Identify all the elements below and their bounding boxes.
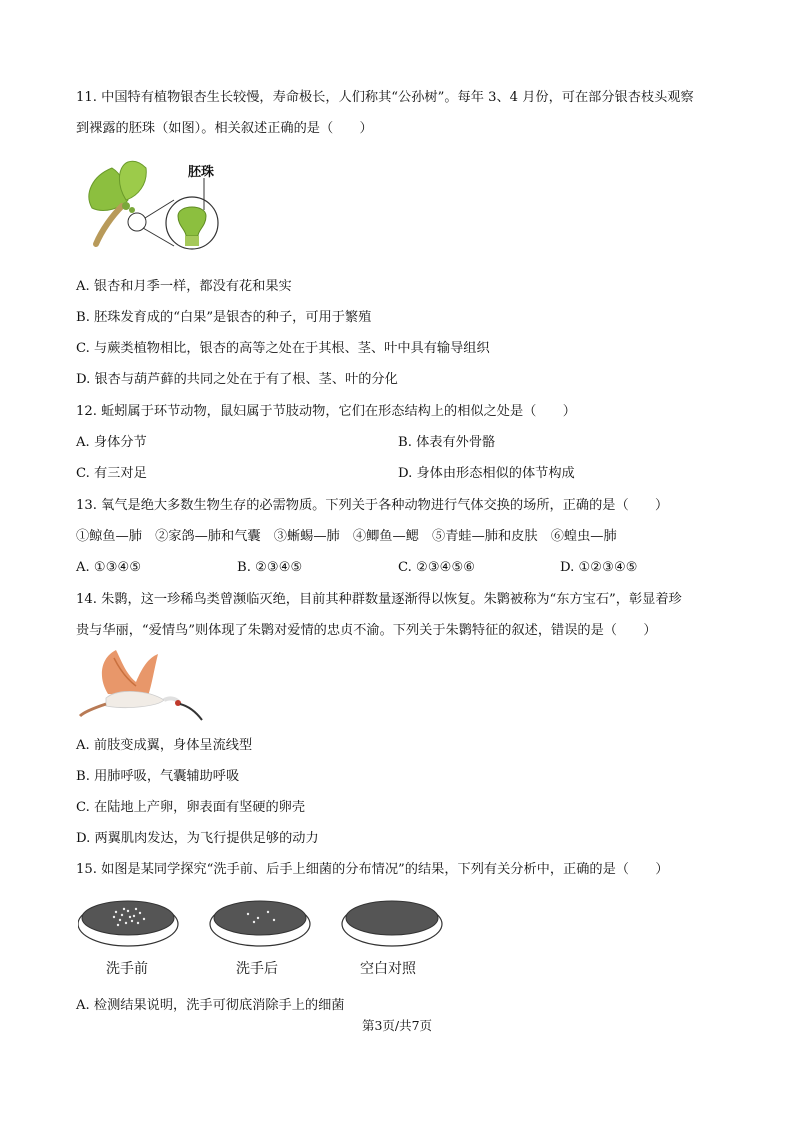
petri-dish-control [342,901,442,946]
q11-stem-line2: 到裸露的胚珠（如图）。相关叙述正确的是（ ） [76,121,373,136]
q12-option-d: D. 身体由形态相似的体节构成 [398,466,575,481]
q12-option-c: C. 有三对足 [76,466,147,481]
q14-option-c: C. 在陆地上产卵，卵表面有坚硬的卵壳 [76,800,306,815]
q14-option-a: A. 前肢变成翼，身体呈流线型 [76,738,253,753]
q15-stem: 15. 如图是某同学探究“洗手前、后手上细菌的分布情况”的结果，下列有关分析中，正确的是（ ） [76,862,669,877]
q13-option-a: A. ①③④⑤ [76,560,142,575]
ovule-label: 胚珠 [188,165,215,180]
q14-option-b: B. 用肺呼吸，气囊辅助呼吸 [76,769,240,784]
crested-ibis-figure [78,648,208,724]
q12-stem: 12. 蚯蚓属于环节动物，鼠妇属于节肢动物，它们在形态结构上的相似之处是（ ） [76,404,576,419]
q13-option-c: C. ②③④⑤⑥ [398,560,476,575]
q12-option-a: A. 身体分节 [76,435,147,450]
ginkgo-figure [82,156,232,256]
q11-option-d: D. 银杏与葫芦藓的共同之处在于有了根、茎、叶的分化 [76,372,398,387]
petri-dishes-figure [78,890,448,950]
dish-label-control: 空白对照 [360,961,416,977]
q14-stem-line1: 14. 朱鹮，这一珍稀鸟类曾濒临灭绝，目前其种群数量逐渐得以恢复。朱鹮被称为“东方宝石”，彰显着珍 [76,592,682,607]
petri-dish-after [210,901,310,946]
q12-option-b: B. 体表有外骨骼 [398,435,496,450]
petri-dish-before [78,901,178,946]
q13-option-d: D. ①②③④⑤ [560,560,638,575]
q11-option-a: A. 银杏和月季一样，都没有花和果实 [76,279,292,294]
dish-label-after: 洗手后 [236,961,278,977]
dish-label-before: 洗手前 [106,961,148,977]
page-footer: 第3页/共7页 [361,1018,433,1033]
q13-items: ①鲸鱼—肺 ②家鸽—肺和气囊 ③蜥蜴—肺 ④鲫鱼—鳃 ⑤青蛙—肺和皮肤 ⑥蝗虫—肺 [76,529,617,544]
q13-option-b: B. ②③④⑤ [237,560,303,575]
q14-stem-line2: 贵与华丽，“爱情鸟”则体现了朱鹮对爱情的忠贞不渝。下列关于朱鹮特征的叙述，错误的是（ ） [76,623,657,638]
q15-option-a: A. 检测结果说明，洗手可彻底消除手上的细菌 [76,998,345,1013]
q11-stem-line1: 11. 中国特有植物银杏生长较慢，寿命极长，人们称其“公孙树”。每年 3、4 月份，可在部分银杏枝头观察 [76,90,694,105]
q11-option-b: B. 胚珠发育成的“白果”是银杏的种子，可用于繁殖 [76,310,372,325]
q14-option-d: D. 两翼肌肉发达，为飞行提供足够的动力 [76,831,319,846]
q13-stem: 13. 氧气是绝大多数生物生存的必需物质。下列关于各种动物进行气体交换的场所，正确的是（ ） [76,498,669,513]
q11-option-c: C. 与蕨类植物相比，银杏的高等之处在于其根、茎、叶中具有输导组织 [76,341,490,356]
